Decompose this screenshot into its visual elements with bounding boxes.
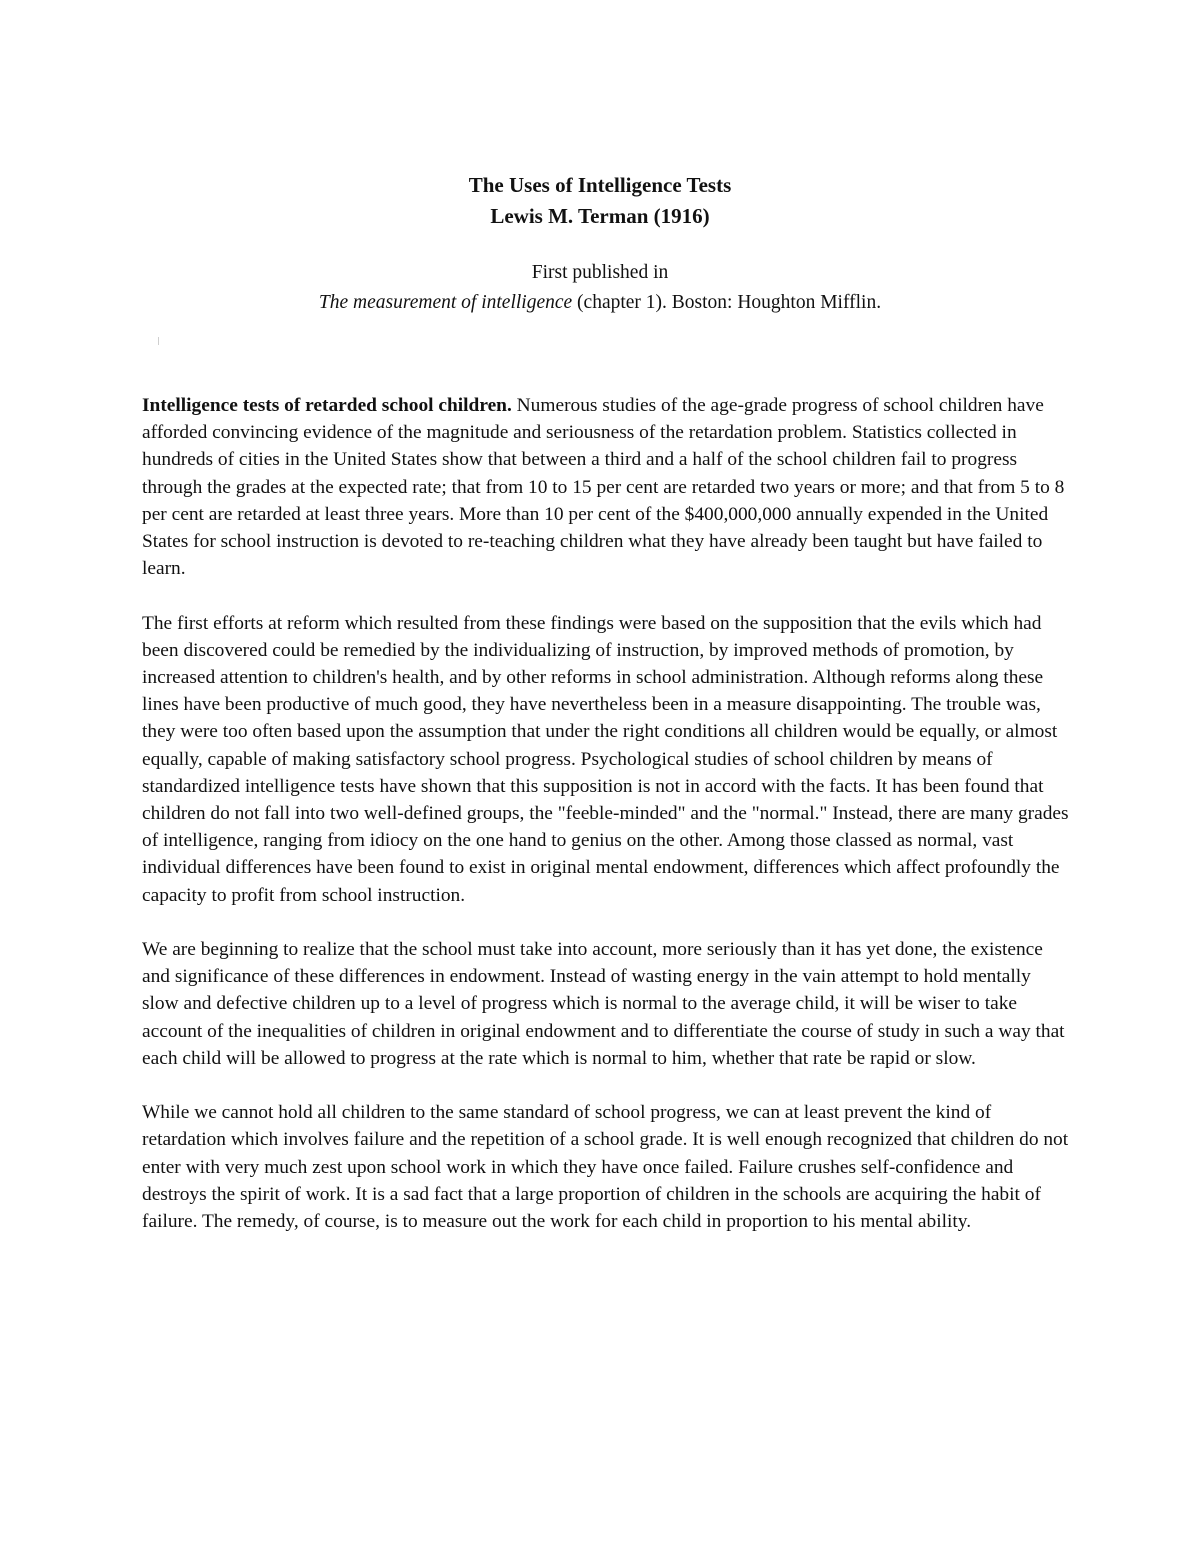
paragraph-3: We are beginning to realize that the school must take into account, more seriously than it has yet done, the existence and significance of these differences in endowment. Instead of wasting energy in the vain attempt to hold mentally slow and defective children up to a level of progress which is normal to the average child, it will be wiser to take account of the inequalities of children in original endowment and to differentiate the course of study in such a way that each child will be allowed to progress at the rate which is normal to him, whether that rate be rapid or slow. bbox=[142, 939, 1065, 1069]
section-run-in-heading: Intelligence tests of retarded school children. bbox=[142, 395, 512, 416]
paragraph-1 bbox=[142, 392, 1070, 582]
body-text bbox=[142, 392, 1070, 1262]
paragraph-4: While we cannot hold all children to the same standard of school progress, we can at least prevent the kind of retardation which involves failure and the repetition of a school grade. It is well enough recognized that children do not enter with very much zest upon school work in which they have once failed. Failure crushes self-confidence and destroys the spirit of work. It is a sad fact that a large proportion of children in the schools are acquiring the habit of failure. The remedy, of course, is to measure out the work for each child in proportion to his mental ability. bbox=[142, 1102, 1069, 1233]
document-title: The Uses of Intelligence Tests bbox=[468, 173, 732, 197]
stray-mark bbox=[158, 337, 159, 345]
source-details: (chapter 1). Boston: Houghton Mifflin. bbox=[572, 292, 882, 313]
paragraph-1-text: Numerous studies of the age-grade progress of school children have afforded convincing evidence of the magnitude and seriousness of the retardation problem. Statistics collected in hundreds of cities in the United States show that between a third and a half of the school children fail to progress through the grades at the expected rate; that from 10 to 15 per cent are retarded two years or more; and that from 5 to 8 per cent are retarded at least three years. More than 10 per cent of the $400,000,000 annually expended in the United States for school instruction is devoted to re-teaching children what they have already been taught but have failed to learn. bbox=[142, 395, 1065, 580]
source-citation bbox=[0, 288, 1200, 318]
paragraph-2: The first efforts at reform which resulted from these findings were based on the supposition that the evils which had been discovered could be remedied by the individualizing of instruction, by improved methods of promotion, by increased attention to children's health, and by other reforms in school administration. Although reforms along these lines have been productive of much good, they have nevertheless been in a measure disappointing. The trouble was, they were too often based upon the assumption that under the right conditions all children would be equally, or almost equally, capable of making satisfactory school progress. Psychological studies of school children by means of standardized intelligence tests have shown that this supposition is not in accord with the facts. It has been found that children do not fall into two well-defined groups, the "feeble-minded" and the "normal." Instead, there are many grades of intelligence, ranging from idiocy on the one hand to genius on the other. Among those classed as normal, vast individual differences have been found to exist in original mental endowment, differences which affect profoundly the capacity to profit from school instruction. bbox=[142, 612, 1069, 906]
published-intro: First published in bbox=[531, 262, 669, 283]
author-line: Lewis M. Terman (1916) bbox=[490, 204, 710, 228]
publication-info bbox=[0, 258, 1200, 318]
title-block bbox=[0, 170, 1200, 232]
source-title: The measurement of intelligence bbox=[318, 292, 573, 313]
